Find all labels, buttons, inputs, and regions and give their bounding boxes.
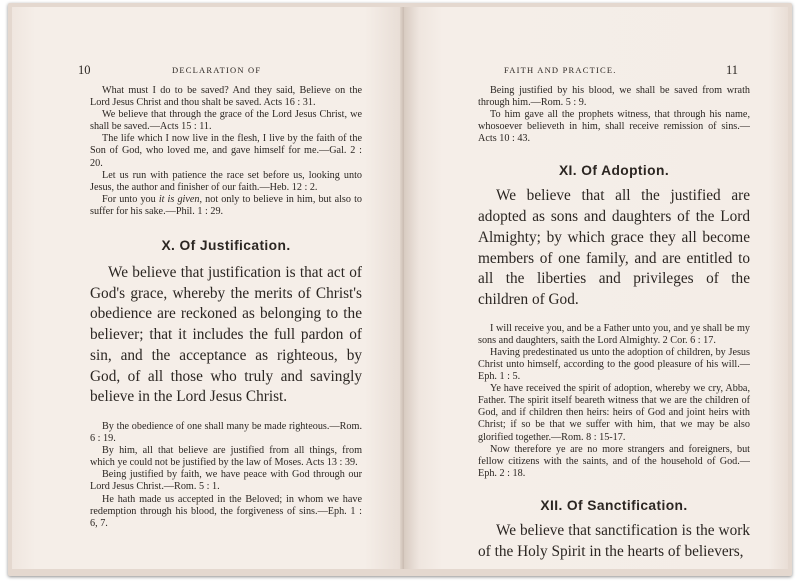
italic-emphasis: it is given	[158, 193, 200, 205]
scripture-quote: By him, all that believe are justified from all things, from which ye could not be justified by the law of Moses. Acts 13 : 39.	[90, 445, 362, 469]
article-statement: We believe that justification is that act of God's grace, whereby the merits of Christ's obedience are reckoned as belonging to the believer; that it includes the full pardon of sin, and the acceptance as righteous, by God, of all those who truly and savingly believe in the Lord Jesus Christ.	[90, 264, 362, 406]
left-page-body	[90, 85, 362, 530]
running-head: FAITH AND PRACTICE.	[504, 65, 617, 75]
article-statement: We believe that all the justified are adopted as sons and daughters of the Lord Almighty; by which grace they all become members of one family, and are entitled to all the liberties and privileges of the children of God.	[478, 187, 750, 308]
page-number: 11	[726, 63, 739, 77]
scripture-text: , not only to believe in him, but also to suffer for his sake.—Phil. 1 : 29.	[90, 193, 362, 217]
scripture-quote: Ye have received the spirit of adoption, whereby we cry, Abba, Father. The spirit itself beareth witness that we are the children of God, and if children then heirs: heirs of God and joint heirs with Christ; if so be that we suffer with him, that we may be also glorified together.—Rom. 8 : 15-17.	[478, 383, 750, 443]
open-book	[8, 3, 792, 576]
scripture-quote: By the obedience of one shall many be made righteous.—Rom. 6 : 19.	[90, 420, 362, 445]
scripture-quote: To him gave all the prophets witness, that through his name, whosoever believeth in him, shall receive remission of sins.—Acts 10 : 43.	[478, 109, 750, 145]
scripture-quote: Now therefore ye are no more strangers and foreigners, but fellow citizens with the saints, and of the household of God.—Eph. 2 : 18.	[478, 443, 750, 479]
page-number: 10	[78, 63, 91, 77]
article-statement: We believe that sanctification is the work of the Holy Spirit in the hearts of believers,	[478, 521, 750, 560]
right-page-body	[478, 85, 750, 562]
scripture-quote: Having predestinated us unto the adoption of children, by Jesus Christ unto himself, according to the good pleasure of his will.—Eph. 1 : 5.	[478, 346, 750, 383]
section-heading: XII. Of Sanctification.	[540, 497, 688, 513]
scripture-quote: Let us run with patience the race set before us, looking unto Jesus, the author and finisher of our faith.—Heb. 12 : 2.	[90, 169, 362, 193]
scripture-quote: The life which I now live in the flesh, I live by the faith of the Son of God, who loved me, and gave himself for me.—Gal. 2 : 20.	[90, 133, 362, 169]
scripture-text: For unto you	[102, 193, 159, 205]
right-page	[404, 7, 788, 569]
scripture-quote: I will receive you, and be a Father unto you, and ye shall be my sons and daughters, saith the Lord Almighty. 2 Cor. 6 : 17.	[478, 322, 750, 346]
scripture-quote: Being justified by his blood, we shall be saved from wrath through him.—Rom. 5 : 9.	[478, 85, 750, 109]
section-heading: X. Of Justification.	[161, 238, 291, 254]
section-heading: XI. Of Adoption.	[558, 163, 670, 179]
scripture-quote	[90, 194, 362, 218]
scripture-quote: We believe that through the grace of the Lord Jesus Christ, we shall be saved.—Acts 15 : 11.	[90, 109, 362, 133]
scripture-quote: What must I do to be saved? And they said, Believe on the Lord Jesus Christ and thou shalt be saved. Acts 16 : 31.	[90, 85, 362, 109]
scripture-quote: He hath made us accepted in the Beloved; in whom we have redemption through his blood, the forgiveness of sins.—Eph. 1 : 6, 7.	[90, 493, 362, 529]
scripture-quote: Being justified by faith, we have peace with God through our Lord Jesus Christ.—Rom. 5 : 1.	[90, 469, 362, 493]
running-head: DECLARATION OF	[172, 65, 262, 75]
left-page	[12, 7, 404, 569]
